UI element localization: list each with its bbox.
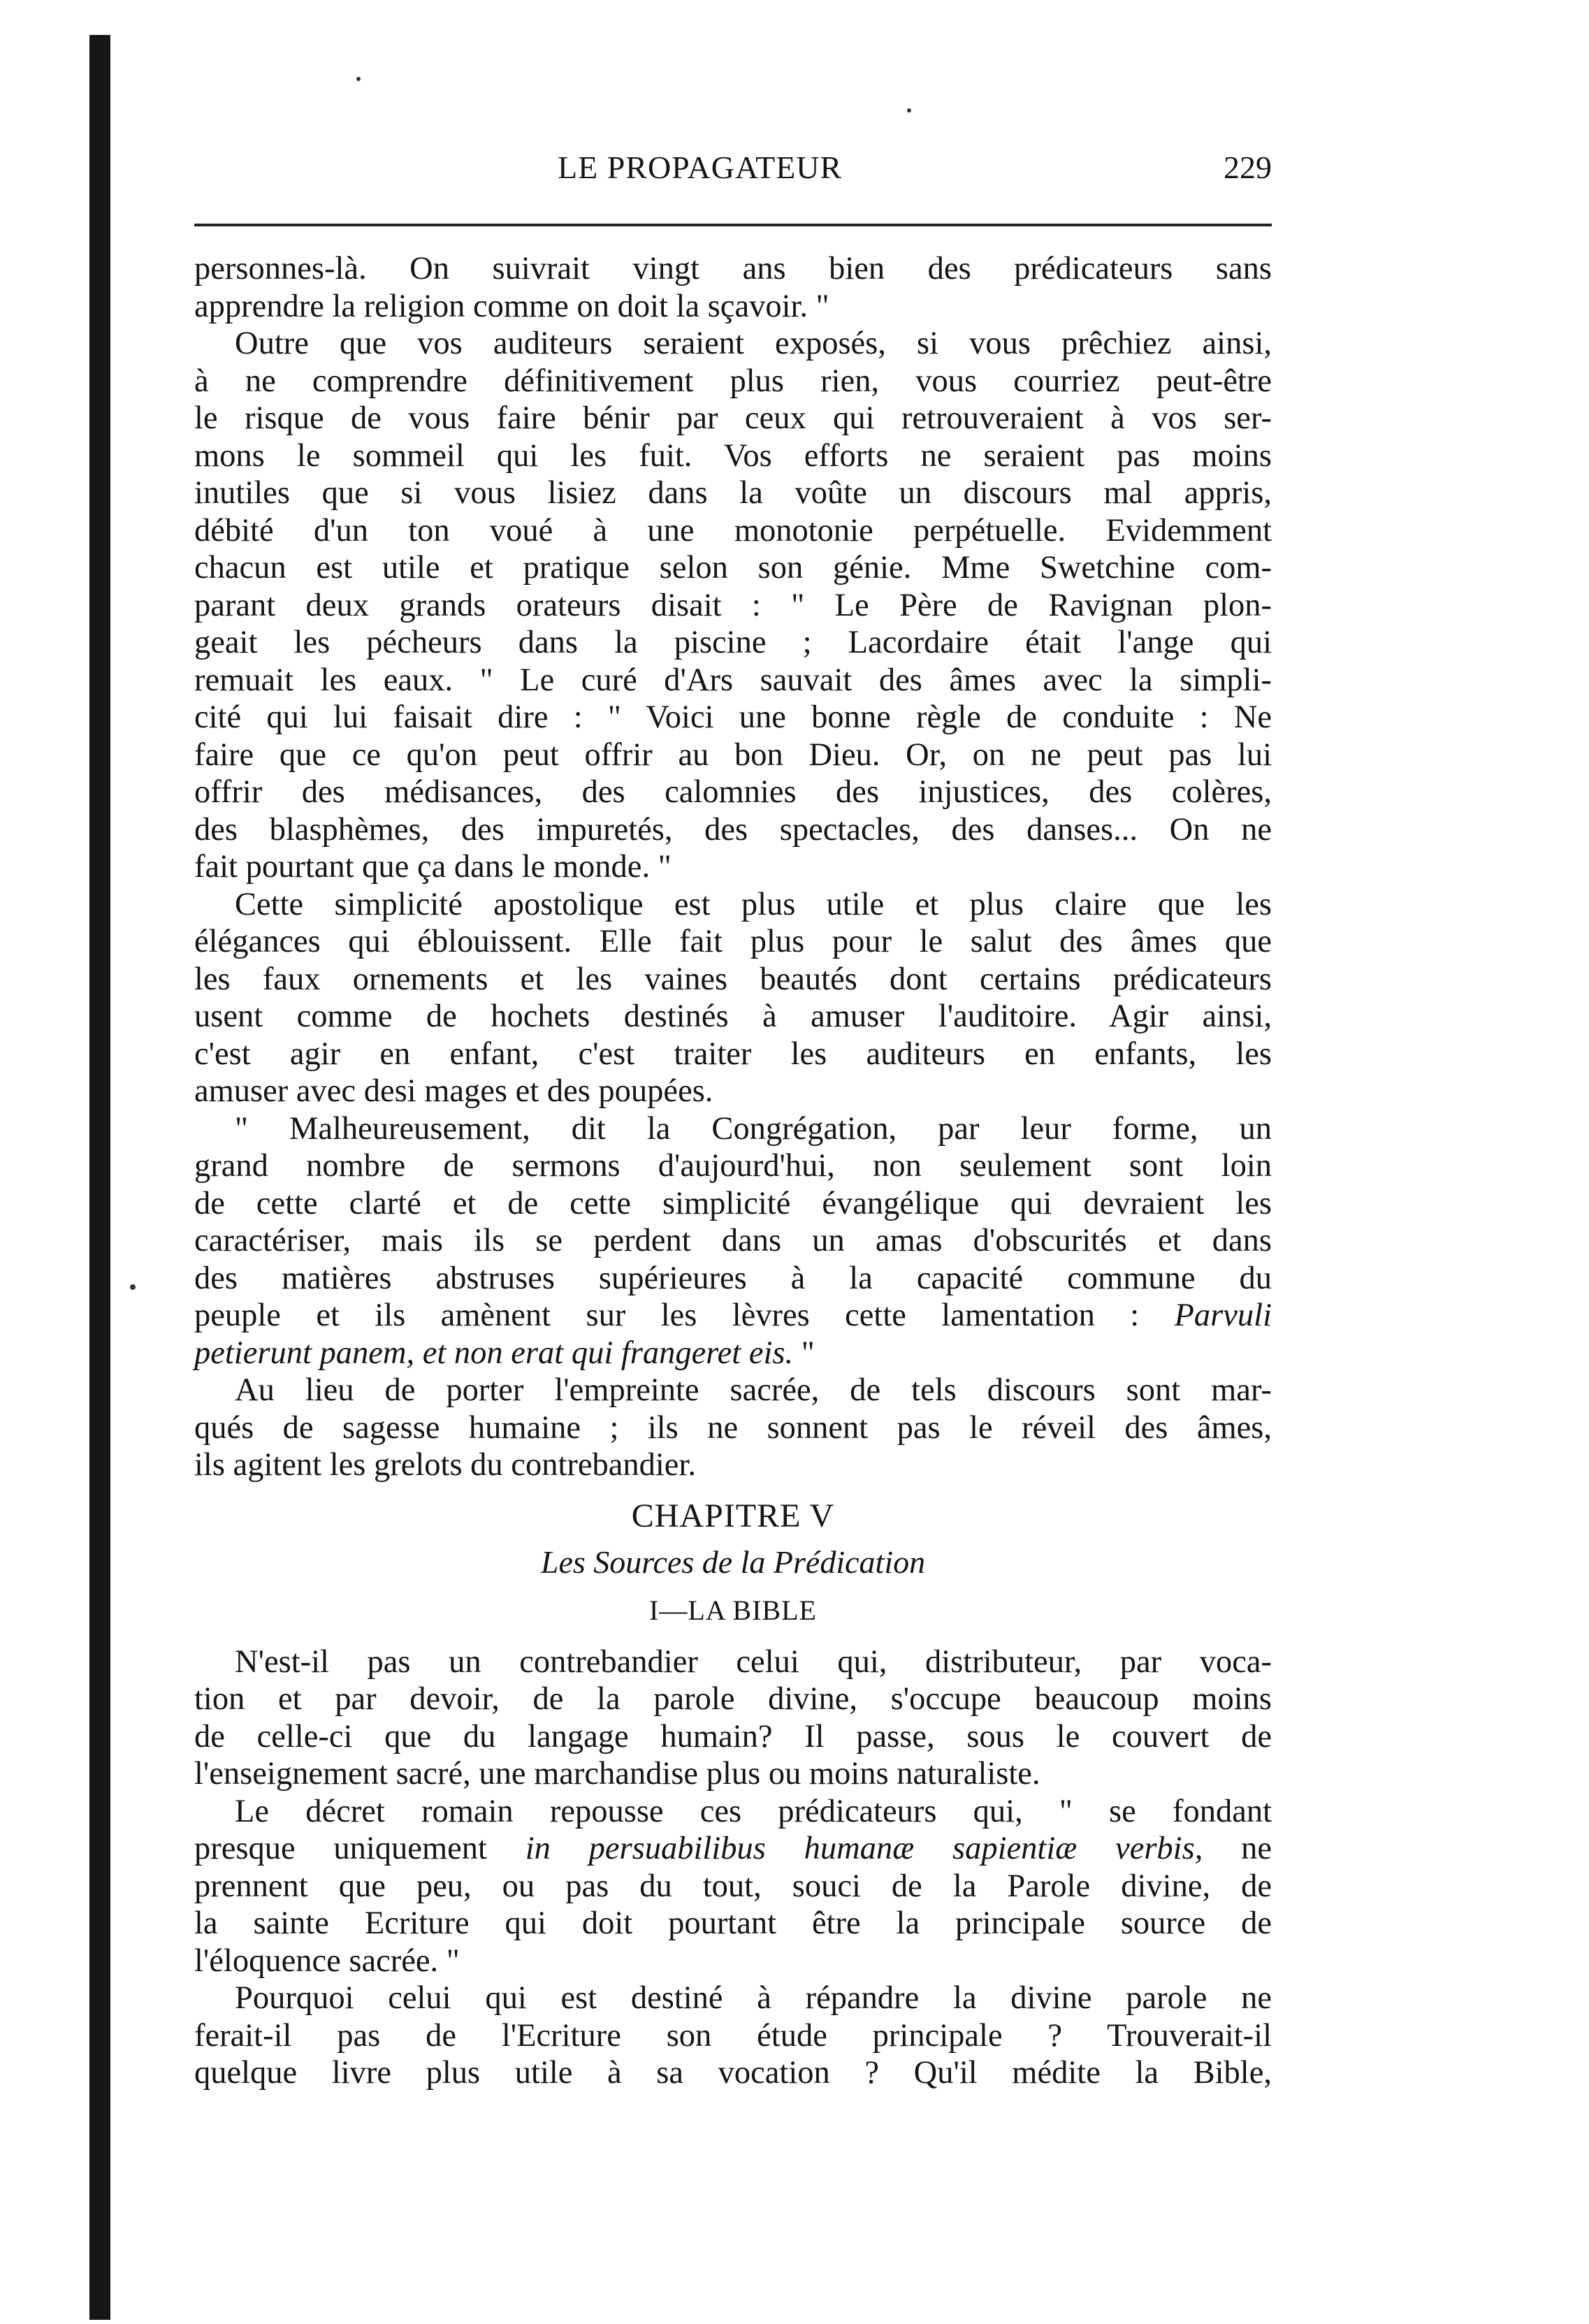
page-number: 229 [1224,150,1272,185]
text-line: usent comme de hochets destinés à amuser l'auditoire. Agir ainsi, [194,998,1272,1034]
text-line: tion et par devoir, de la parole divine, s'occupe beaucoup moins [194,1681,1272,1717]
text-line: parant deux grands orateurs disait : " Le Père de Ravignan plon- [194,587,1272,623]
text-line: inutiles que si vous lisiez dans la voûte un discours mal appris, [194,475,1272,511]
text-line: l'enseignement sacré, une marchandise plus ou moins naturaliste. [194,1756,1040,1792]
text-line: Le décret romain repousse ces prédicateurs qui, " se fondant [235,1793,1272,1829]
text-line: de celle-ci que du langage humain? Il passe, sous le couvert de [194,1718,1272,1755]
text-line: prennent que peu, ou pas du tout, souci de la Parole divine, de [194,1868,1272,1904]
text-line: faire que ce qu'on peut offrir au bon Dieu. Or, on ne peut pas lui [194,736,1272,773]
chapter-title: CHAPITRE V [631,1497,835,1534]
latin-quote: Parvuli [1174,1298,1272,1333]
text-fragment: " [801,1335,815,1371]
text-line [194,1297,1272,1335]
text-line: à ne comprendre définitivement plus rien, vous courriez peut-être [194,363,1272,399]
text-line: quelque livre plus utile à sa vocation ? Qu'il médite la Bible, [194,2055,1272,2091]
text-line: ferait-il pas de l'Ecriture son étude principale ? Trouverait-il [194,2017,1272,2054]
page-body [194,250,1272,2092]
text-line: grand nombre de sermons d'aujourd'hui, non seulement sont loin [194,1148,1272,1184]
text-line: Pourquoi celui qui est destiné à répandre la divine parole ne [235,1980,1272,2016]
text-line: les faux ornements et les vaines beautés dont certains prédicateurs [194,961,1272,997]
text-line: c'est agir en enfant, c'est traiter les auditeurs en enfants, les [194,1036,1272,1072]
latin-quote: in persuabilibus humanæ sapientiæ verbis, [525,1831,1203,1866]
text-line: de cette clarté et de cette simplicité évangélique qui devraient les [194,1185,1272,1221]
text-fragment: presque uniquement [194,1831,487,1866]
text-line: fait pourtant que ça dans le monde. " [194,849,672,885]
text-line: Au lieu de porter l'empreinte sacrée, de tels discours sont mar- [235,1372,1272,1408]
header-rule [194,224,1272,226]
section-title: I—LA BIBLE [649,1594,817,1626]
text-line [194,1335,1272,1372]
text-line: ils agitent les grelots du contrebandier. [194,1447,696,1483]
text-line: caractériser, mais ils se perdent dans un amas d'obscurités et dans [194,1223,1272,1258]
text-line: Outre que vos auditeurs seraient exposés, si vous prêchiez ainsi, [235,326,1272,361]
text-line: chacun est utile et pratique selon son génie. Mme Swetchine com- [194,550,1272,586]
text-line: amuser avec desi mages et des poupées. [194,1073,713,1109]
text-fragment: peuple et ils amènent sur les lèvres cette lamentation : [194,1298,1140,1333]
text-line: la sainte Ecriture qui doit pourtant être la principale source de [194,1905,1272,1941]
ink-speck [907,108,911,112]
running-title: LE PROPAGATEUR [558,150,843,185]
text-line: Cette simplicité apostolique est plus utile et plus claire que les [235,886,1272,922]
text-line: l'éloquence sacrée. " [194,1942,460,1979]
text-line: cité qui lui faisait dire : " Voici une bonne règle de conduite : Ne [194,699,1272,735]
ink-speck [130,1284,136,1290]
text-line: débité d'un ton voué à une monotonie perpétuelle. Evidemment [194,512,1272,549]
text-line: remuait les eaux. " Le curé d'Ars sauvait des âmes avec la simpli- [194,662,1272,698]
text-line: offrir des médisances, des calomnies des injustices, des colères, [194,774,1272,810]
text-line [194,1830,1272,1868]
text-line: " Malheureusement, dit la Congrégation, par leur forme, un [235,1110,1272,1147]
text-fragment: ne [1241,1831,1272,1866]
binding-edge-shadow [89,35,110,2320]
text-line: des matières abstruses supérieures à la capacité commune du [194,1260,1272,1296]
text-line: mons le sommeil qui les fuit. Vos efforts ne seraient pas moins [194,437,1272,474]
text-line: le risque de vous faire bénir par ceux qui retrouveraient à vos ser- [194,400,1272,436]
text-line: apprendre la religion comme on doit la sçavoir. " [194,288,829,324]
text-line: élégances qui éblouissent. Elle fait plus pour le salut des âmes que [194,924,1272,959]
latin-quote: petierunt panem, et non erat qui frangeret eis. [194,1335,794,1371]
text-line: des blasphèmes, des impuretés, des spectacles, des danses... On ne [194,811,1272,848]
text-line: personnes-là. On suivrait vingt ans bien des prédicateurs sans [194,251,1272,286]
text-line: qués de sagesse humaine ; ils ne sonnent pas le réveil des âmes, [194,1409,1272,1446]
text-line: geait les pécheurs dans la piscine ; Lacordaire était l'ange qui [194,625,1272,660]
ink-speck [356,77,361,81]
text-line: N'est-il pas un contrebandier celui qui, distributeur, par voca- [235,1643,1272,1680]
chapter-subtitle: Les Sources de la Prédication [540,1544,926,1580]
